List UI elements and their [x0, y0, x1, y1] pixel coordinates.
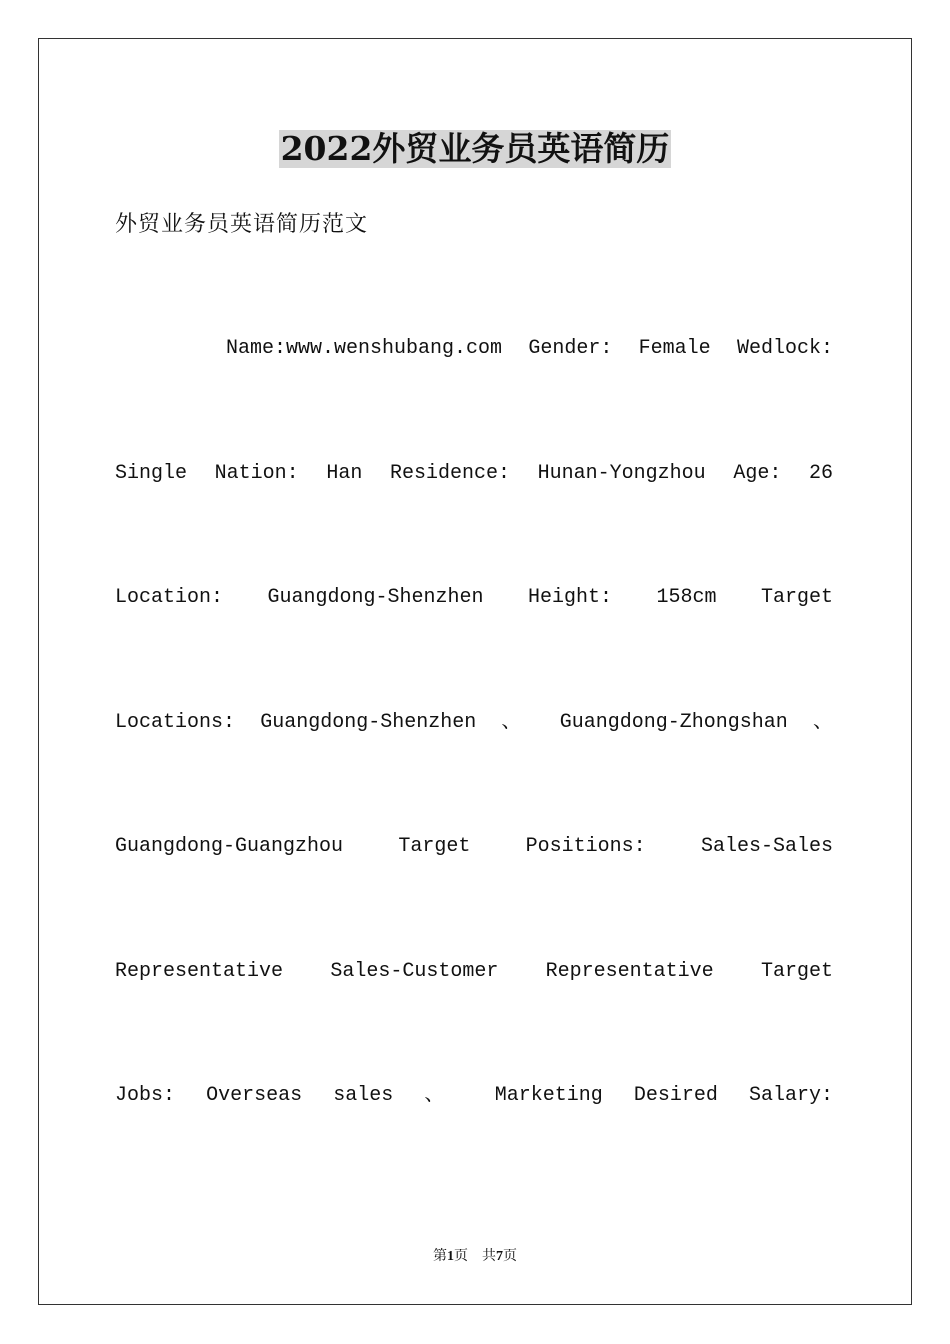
body-line-6: Representative Sales-Customer Representative Target — [115, 959, 833, 983]
footer-total-prefix: 共 — [482, 1249, 496, 1264]
footer-page-suffix: 页 — [454, 1249, 468, 1264]
title-container — [0, 130, 950, 168]
document-title: 2022外贸业务员英语简历 — [280, 129, 670, 168]
body-line-5: Guangdong-Guangzhou Target Positions: Sales-Sales — [115, 835, 833, 858]
body-line-1: Name:www.wenshubang.com Gender: Female Wedlock: — [226, 337, 833, 360]
footer-page-prefix: 第 — [433, 1249, 447, 1264]
footer-page-number: 1 — [447, 1249, 454, 1264]
document-subtitle: 外贸业务员英语简历范文 — [115, 211, 369, 236]
body-line-2: Single Nation: Han Residence: Hunan-Yongzhou Age: 26 — [115, 461, 833, 485]
body-line-4: Locations: Guangdong-Shenzhen 、 Guangdong-Zhongshan 、 — [115, 710, 833, 734]
footer-total-suffix: 页 — [503, 1249, 517, 1264]
body-line-3: Location: Guangdong-Shenzhen Height: 158cm Target — [115, 586, 833, 609]
body-line-7: Jobs: Overseas sales 、 Marketing Desired Salary: — [115, 1084, 833, 1107]
page-footer — [0, 1247, 950, 1267]
resume-body — [115, 287, 833, 1159]
footer-total-pages: 7 — [496, 1249, 503, 1264]
